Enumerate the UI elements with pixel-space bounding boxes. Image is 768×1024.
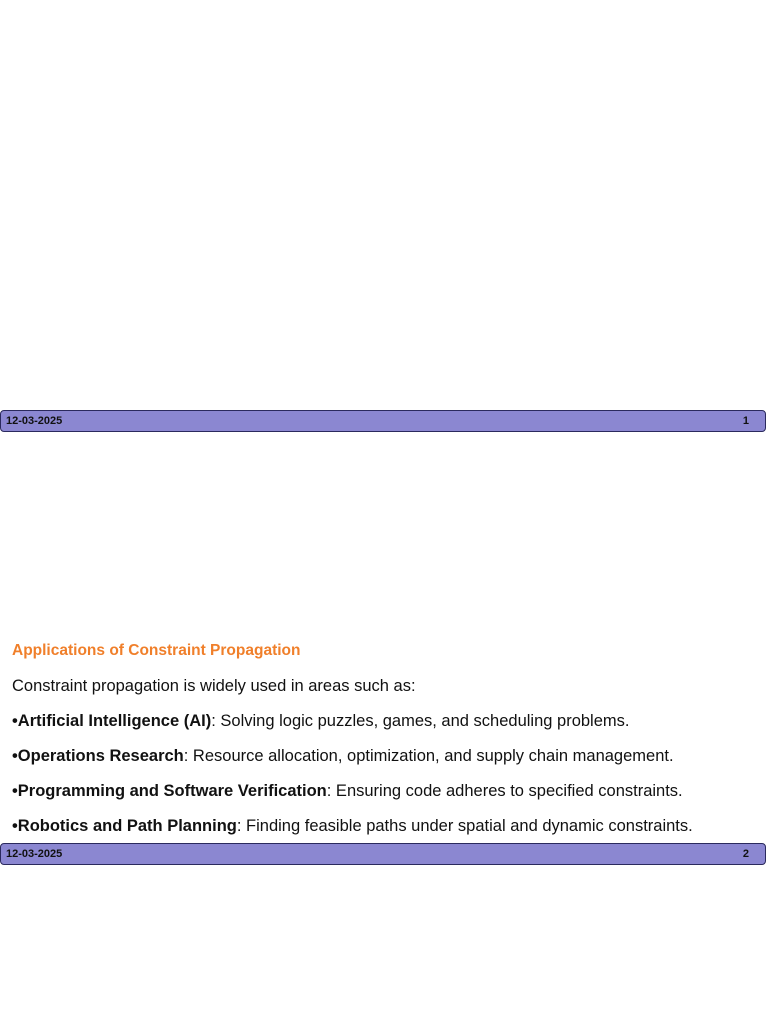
- bullet-term: •Artificial Intelligence (AI): [12, 712, 212, 730]
- footer-date: 12-03-2025: [6, 848, 63, 860]
- bullet-term: •Programming and Software Verification: [12, 782, 327, 800]
- footer-date: 12-03-2025: [6, 415, 63, 427]
- bullet-term: •Robotics and Path Planning: [12, 817, 237, 835]
- bullet-desc: : Ensuring code adheres to specified constraints.: [326, 782, 683, 800]
- bullet-item: [12, 780, 762, 802]
- slide-2-footer: [0, 843, 766, 865]
- bullet-desc: : Solving logic puzzles, games, and scheduling problems.: [211, 712, 630, 730]
- intro-text: Constraint propagation is widely used in areas such as:: [12, 677, 416, 695]
- bullet-desc: : Resource allocation, optimization, and supply chain management.: [183, 747, 674, 765]
- page-number: 1: [742, 415, 749, 427]
- slide-heading: Applications of Constraint Propagation: [12, 642, 301, 659]
- bullet-item: [12, 710, 762, 732]
- bullet-item: [12, 745, 762, 767]
- slide-2-content: [12, 640, 762, 850]
- bullet-desc: : Finding feasible paths under spatial and dynamic constraints.: [236, 817, 693, 835]
- bullet-term: •Operations Research: [12, 747, 184, 765]
- page-number: 2: [742, 848, 749, 860]
- bullet-item: [12, 815, 762, 837]
- slide-1-footer: [0, 410, 766, 432]
